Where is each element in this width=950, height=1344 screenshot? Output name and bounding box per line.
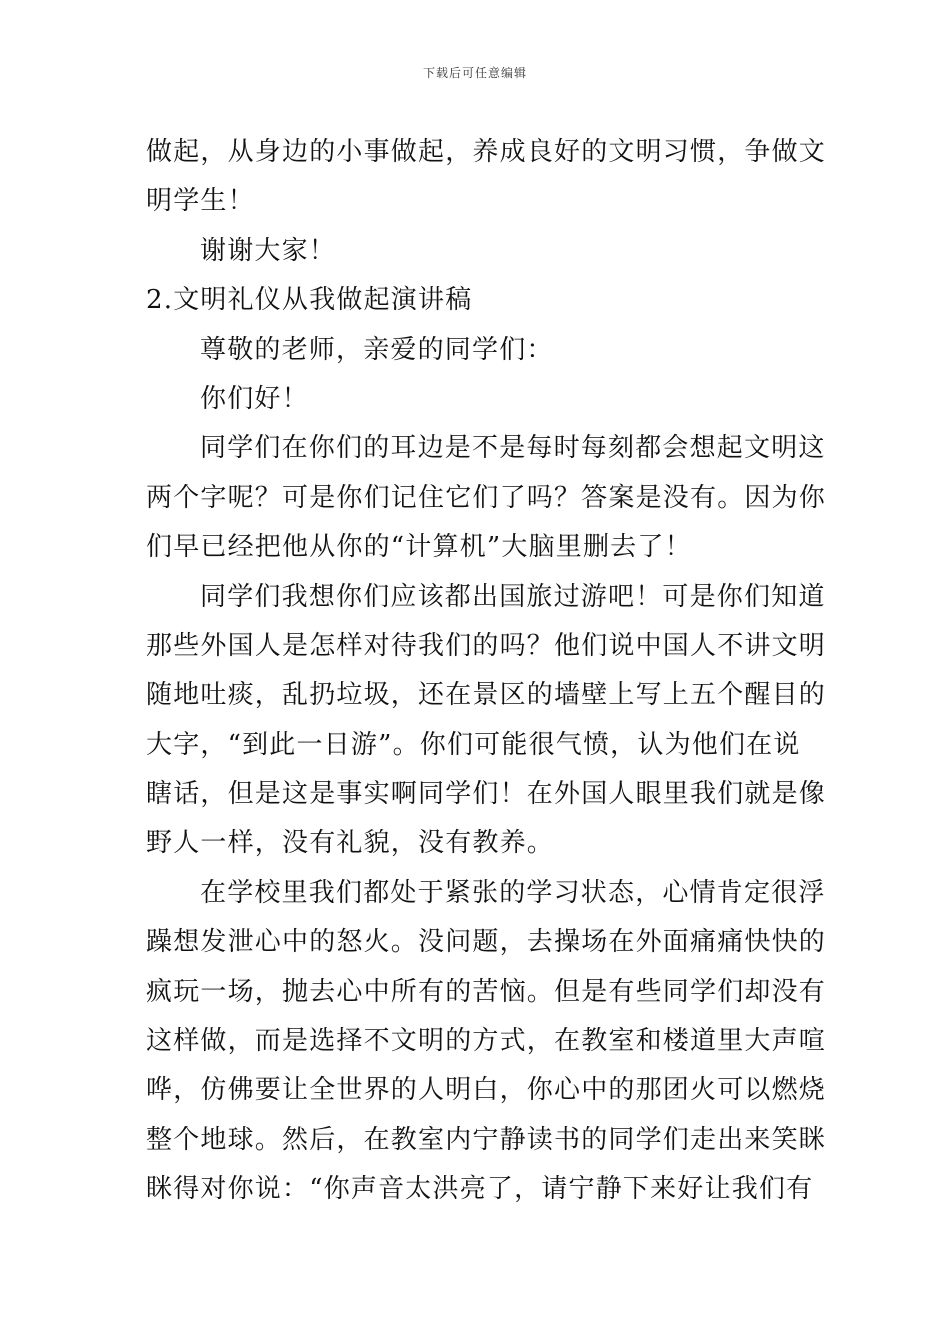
text-line: 那些外国人是怎样对待我们的吗？他们说中国人不讲文明 — [146, 630, 827, 661]
text-line: 野人一样，没有礼貌，没有教养。 — [146, 828, 555, 859]
page-header: 下载后可任意编辑 — [422, 66, 527, 80]
text-line: 躁想发泄心中的怒火。没问题，去操场在外面痛痛快快的 — [146, 927, 827, 958]
text-line: 眯得对你说：“你声音太洪亮了，请宁静下来好让我们有 — [146, 1174, 814, 1205]
text-line: 谢谢大家！ — [200, 235, 337, 266]
text-line: 同学们在你们的耳边是不是每时每刻都会想起文明这 — [200, 433, 826, 464]
text-line: 做起，从身边的小事做起，养成良好的文明习惯，争做文 — [146, 137, 827, 167]
text-line: 整个地球。然后，在教室内宁静读书的同学们走出来笑眯 — [146, 1124, 827, 1155]
salutation: 尊敬的老师，亲爱的同学们： — [200, 334, 554, 365]
text-line: 两个字呢？可是你们记住它们了吗？答案是没有。因为你 — [146, 482, 827, 513]
greeting: 你们好！ — [200, 383, 309, 414]
text-line: 随地吐痰，乱扔垃圾，还在景区的墙壁上写上五个醒目的 — [146, 680, 827, 711]
text-line: 大字，“到此一日游”。你们可能很气愤，认为他们在说 — [146, 729, 801, 760]
text-line: 瞎话，但是这是事实啊同学们！在外国人眼里我们就是像 — [146, 779, 827, 810]
text-line: 们早已经把他从你的“计算机”大脑里删去了！ — [146, 532, 692, 563]
text-line: 明学生！ — [146, 186, 255, 217]
text-line: 同学们我想你们应该都出国旅过游吧！可是你们知道 — [200, 581, 826, 612]
text-line: 这样做，而是选择不文明的方式，在教室和楼道里大声喧 — [146, 1026, 827, 1057]
section-heading: 2.文明礼仪从我做起演讲稿 — [146, 285, 473, 316]
text-line: 哗，仿佛要让全世界的人明白，你心中的那团火可以燃烧 — [146, 1075, 827, 1106]
text-line: 疯玩一场，抛去心中所有的苦恼。但是有些同学们却没有 — [146, 976, 827, 1007]
document-body — [146, 128, 827, 1215]
text-line: 在学校里我们都处于紧张的学习状态，心情肯定很浮 — [200, 877, 826, 908]
